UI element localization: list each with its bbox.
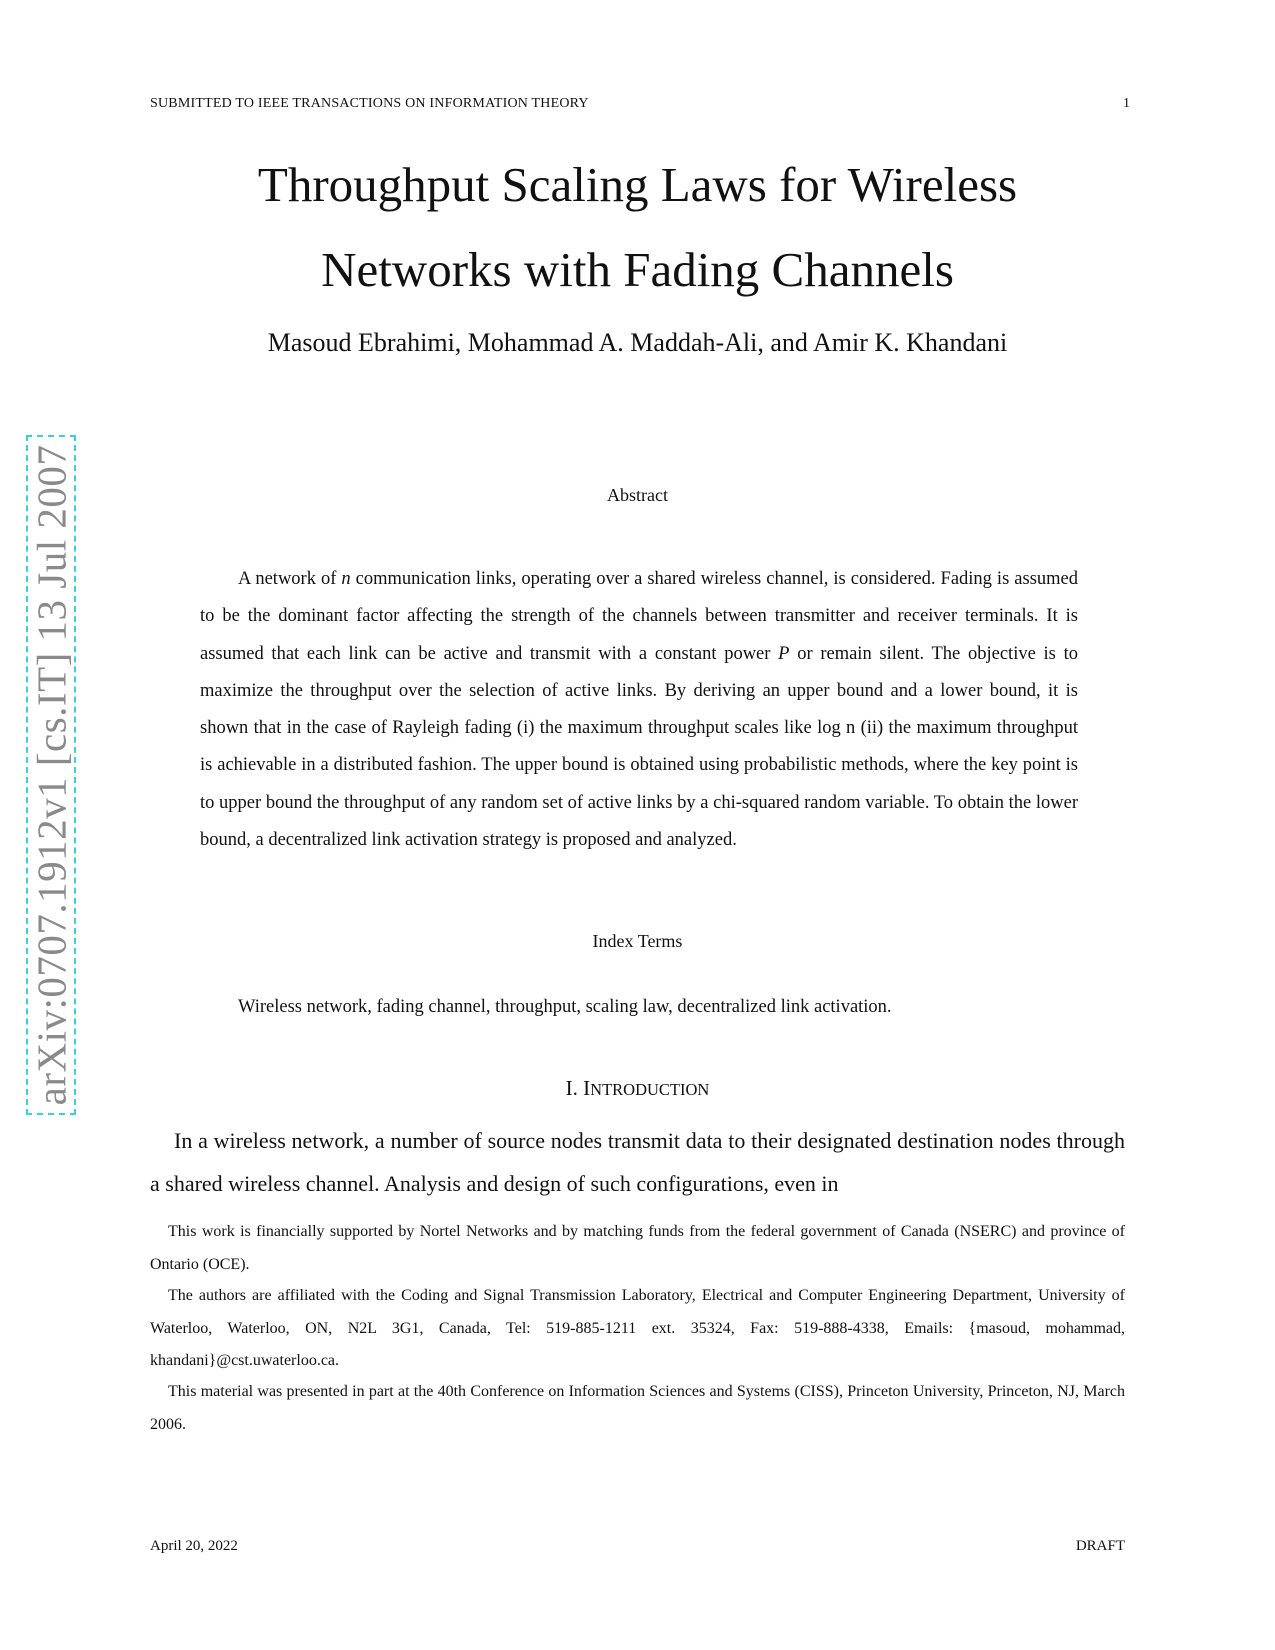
page-number: 1 <box>1123 96 1130 111</box>
math-log-n: log n <box>817 718 856 739</box>
footer-date: April 20, 2022 <box>150 1538 238 1554</box>
math-P: P <box>778 643 790 664</box>
section-heading-introduction: I. INTRODUCTION <box>565 1076 710 1100</box>
title-line-2: Networks with Fading Channels <box>321 242 954 297</box>
footnote-conference: This material was presented in part at the 40th Conference on Information Sciences and Systems (CISS), Princeton University, Princeton, NJ, March 2006. <box>150 1383 1125 1433</box>
arxiv-stamp[interactable] <box>26 435 76 1115</box>
footer-status: DRAFT <box>1075 1538 1125 1554</box>
running-header: SUBMITTED TO IEEE TRANSACTIONS ON INFORMATION THEORY <box>150 96 589 111</box>
footnote-funding: This work is financially supported by Nortel Networks and by matching funds from the federal government of Canada (NSERC) and province of Ontario (OCE). <box>150 1223 1125 1273</box>
paper-title <box>140 142 1135 312</box>
abstract-text: A network of n communication links, operating over a shared wireless channel, is considered. Fading is assumed to be the dominant factor affecting the strength of the channels between transmitter and receiver terminals. It is assumed that each link can be active and transmit with a constant power P or remain silent. The objective is to maximize the throughput over the selection of active links. By deriving an upper bound and a lower bound, it is shown that in the case of Rayleigh fading (i) the maximum throughput scales like log n (ii) the maximum throughput is achievable in a distributed fashion. The upper bound is obtained using probabilistic methods, where the key point is to upper bound the throughput of any random set of active links by a chi-squared random variable. To obtain the lower bound, a decentralized link activation strategy is proposed and analyzed. <box>200 569 1078 851</box>
introduction-paragraph: In a wireless network, a number of source nodes transmit data to their designated destination nodes through a shared wireless channel. Analysis and design of such configurations, even in <box>150 1128 1125 1196</box>
math-n: n <box>341 569 351 589</box>
abstract-heading: Abstract <box>607 485 668 505</box>
index-terms-text: Wireless network, fading channel, throughput, scaling law, decentralized link activation. <box>238 997 892 1017</box>
footnote-affiliation: The authors are affiliated with the Coding and Signal Transmission Laboratory, Electrical and Computer Engineering Department, University of Waterloo, Waterloo, ON, N2L 3G1, Canada, Tel: 519-885-1211 ext. 35324, Fax: 519-888-4338, Emails: {masoud, mohammad, khandani}@cst.uwaterloo.ca. <box>150 1287 1125 1369</box>
author-list: Masoud Ebrahimi, Mohammad A. Maddah-Ali, and Amir K. Khandani <box>267 328 1008 357</box>
index-terms-heading: Index Terms <box>592 931 683 951</box>
title-line-1: Throughput Scaling Laws for Wireless <box>257 157 1018 212</box>
arxiv-stamp-text: arXiv:0707.1912v1 [cs.IT] 13 Jul 2007 <box>28 444 74 1106</box>
